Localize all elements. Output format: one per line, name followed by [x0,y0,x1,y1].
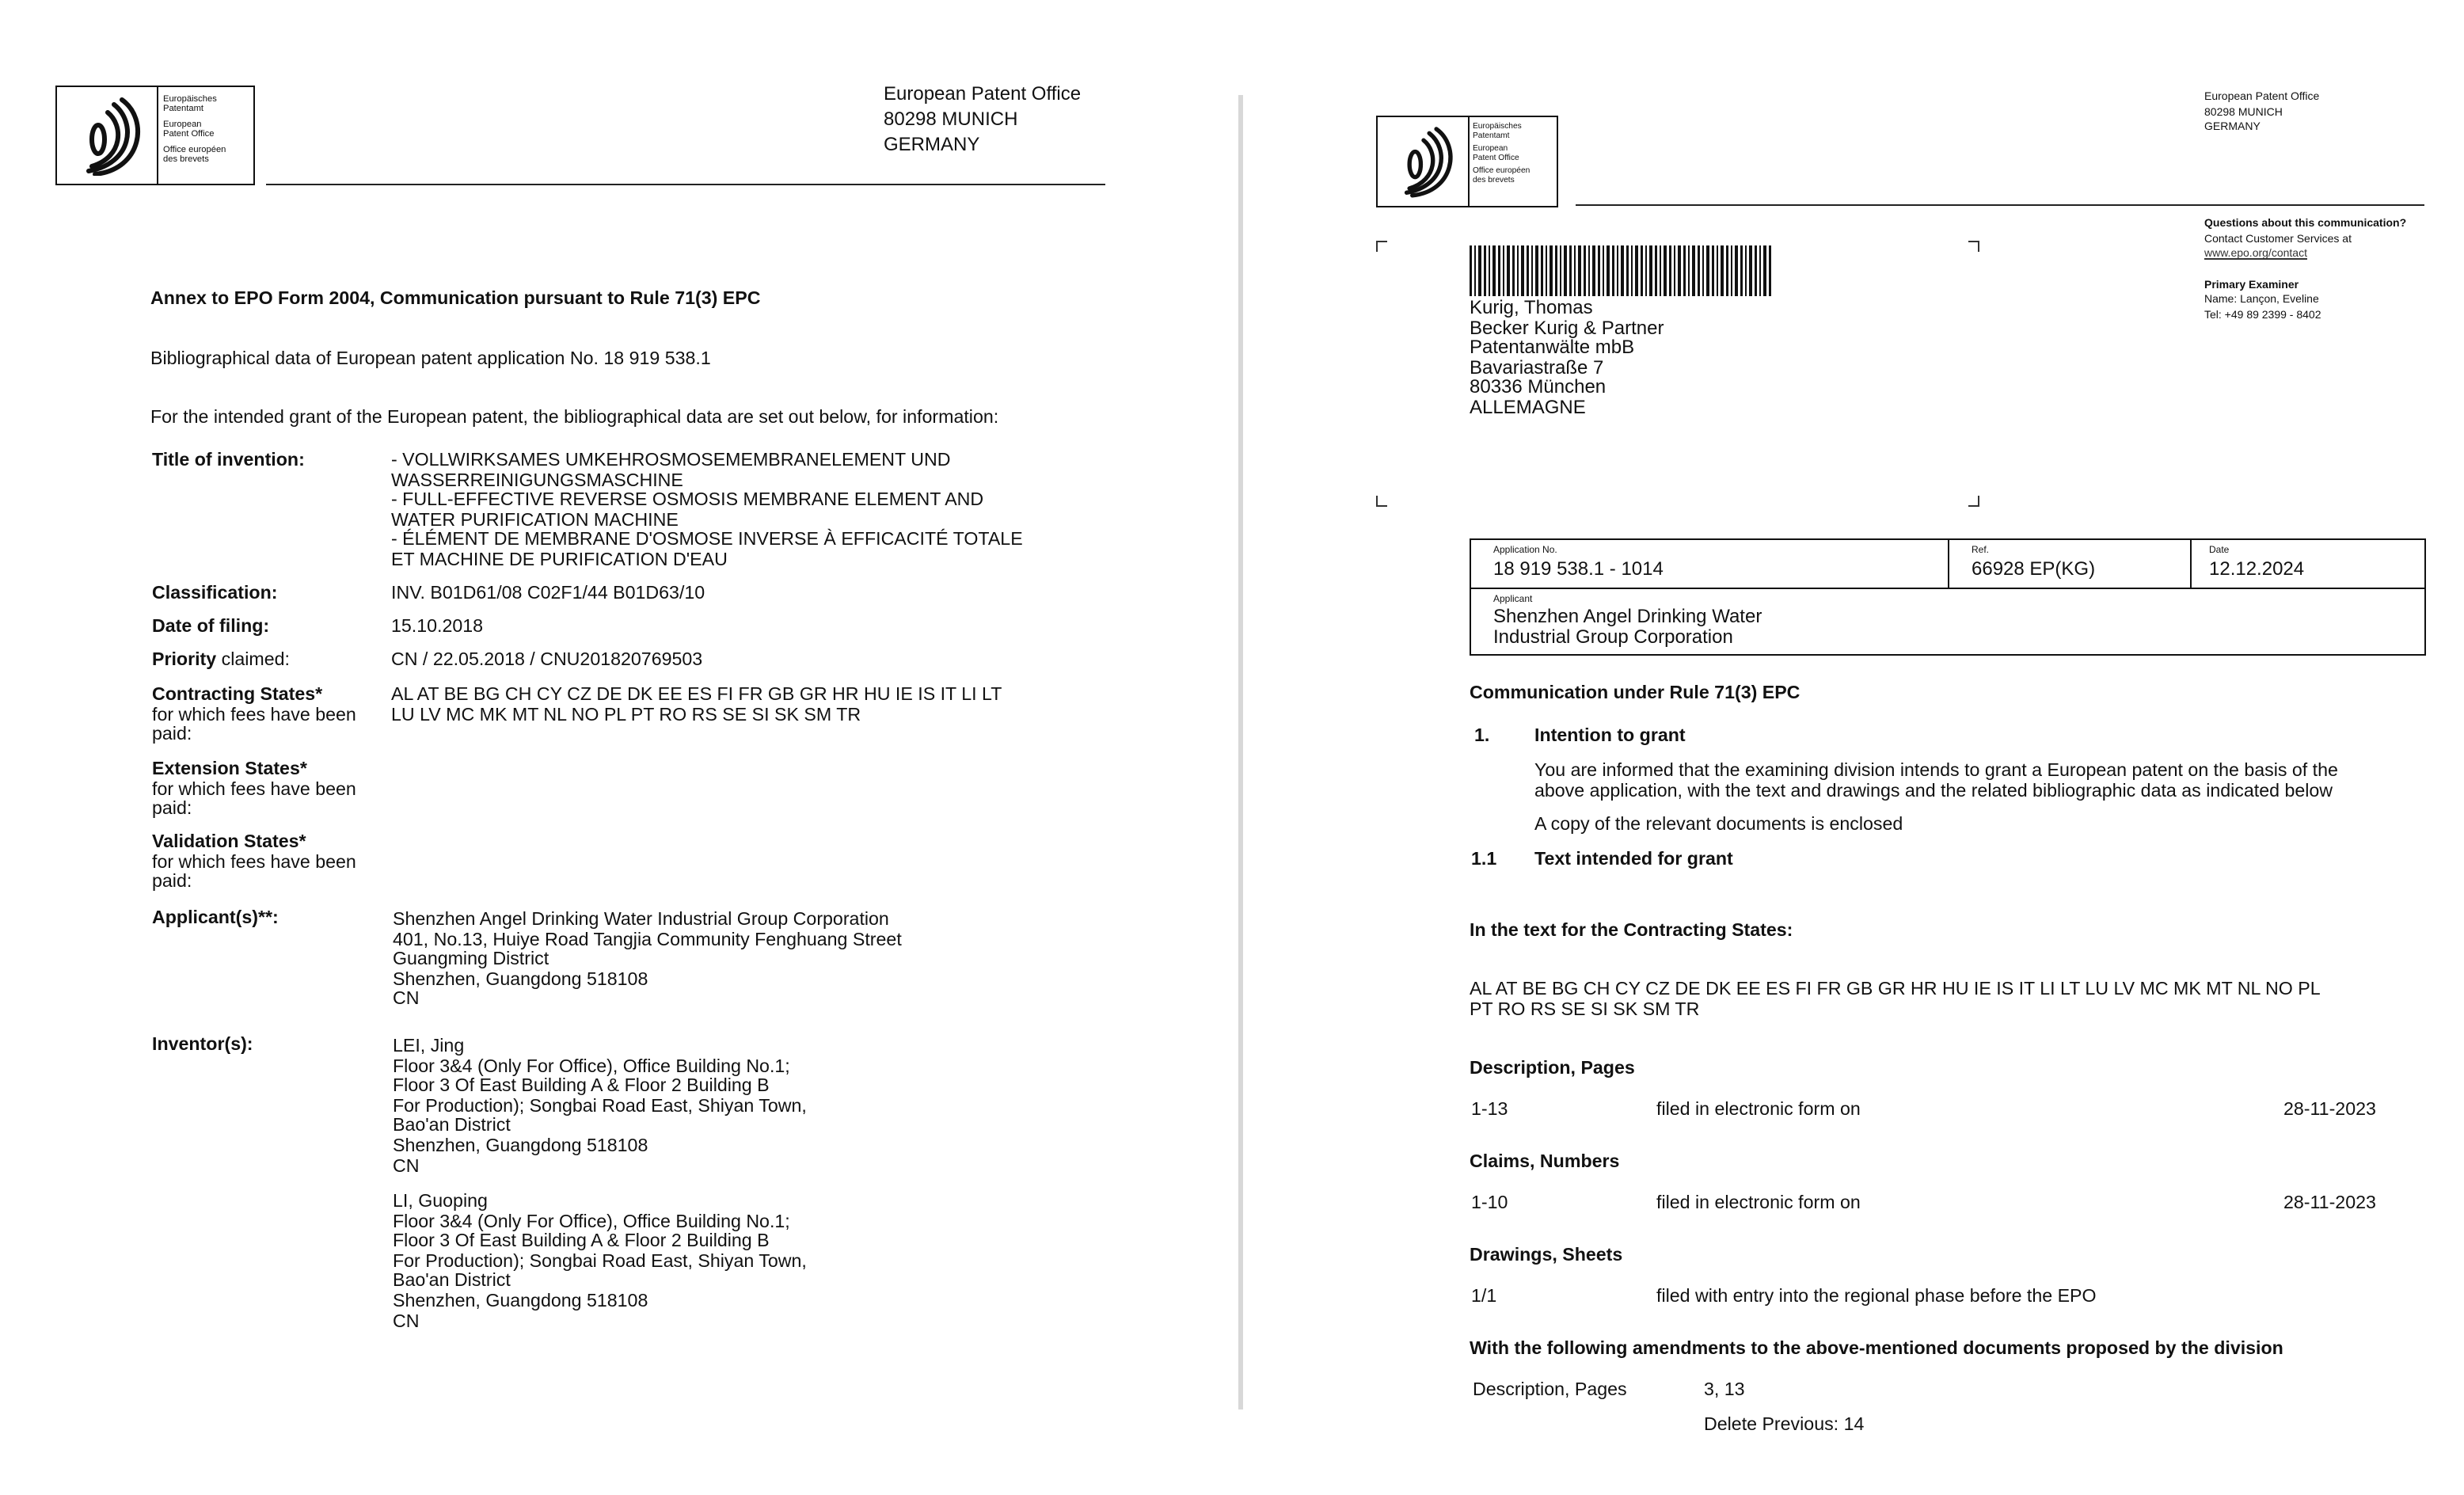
contracting-label: Contracting States* for which fees have been paid: [152,684,356,745]
logo-text: Europäisches [163,95,217,105]
communication-heading: Communication under Rule 71(3) EPC [1470,683,1800,703]
section-number: 1.1 [1471,849,1497,869]
address-line: 80298 MUNICH [884,108,1018,130]
epo-logo: Europäisches Patentamt European Patent Office Office européen des brevets [1376,116,1558,207]
logo-text: Patent Office [163,130,215,140]
epo-address: European Patent Office 80298 MUNICH GERMANY [2204,92,2320,133]
doc-range: 1-10 [1471,1193,1508,1213]
drawings-heading: Drawings, Sheets [1470,1245,1623,1265]
title-value: - VOLLWIRKSAMES UMKEHROSMOSEMEMBRANELEMENT UND WASSERREINIGUNGSMASCHINE - FULL-EFFECTIVE REVERSE OSMOSIS MEMBRANE ELEMENT AND WATER PURIFICATION MACHINE - ÉLÉMENT DE MEMBRANE D'OSMOSE INVERSE À EFFICACITÉ TOTALE ET MACHINE DE PURIFICATION D'EAU [391,450,1023,570]
epo-logo-mark-icon [1384,125,1463,198]
doc-filed: filed in electronic form on [1656,1099,1861,1120]
inventor-2: LI, Guoping Floor 3&4 (Only For Office), Office Building No.1; Floor 3 Of East Building A & Floor 2 Building B For Production); Songbai Road East, Shiyan Town, Bao'an District Shenzhen, Guangdong 518108 CN [393,1191,807,1332]
contracting-heading: In the text for the Contracting States: [1470,920,1793,941]
logo-text: Office européen [163,145,226,155]
doc-range: 1/1 [1471,1286,1497,1307]
doc-date: 28-11-2023 [2283,1099,2376,1120]
title-label: Title of invention: [152,450,305,470]
inventor-1: LEI, Jing Floor 3&4 (Only For Office), Office Building No.1; Floor 3 Of East Building A & Floor 2 Building B For Production); Songbai Road East, Shiyan Town, Bao'an District Shenzhen, Guangdong 518108 CN [393,1036,807,1177]
header-rule [266,184,1105,185]
priority-value: CN / 22.05.2018 / CNU201820769503 [391,649,703,670]
window-corner-mark [1376,496,1387,507]
section-title: Text intended for grant [1534,849,1733,869]
amend-pages: 3, 13 [1704,1379,1745,1400]
applicant-name: Shenzhen Angel Drinking Water Industrial Group Corporation [1493,605,1762,648]
section-title: Intention to grant [1534,725,1686,746]
contracting-states: AL AT BE BG CH CY CZ DE DK EE ES FI FR GB GR HR HU IE IS IT LI LT LU LV MC MK MT NL NO PL PT RO RS SE SI SK SM TR [1470,979,2321,1020]
claims-heading: Claims, Numbers [1470,1151,1620,1172]
intention-paragraph: You are informed that the examining division intends to grant a European patent on the basis of the above application, with the text and drawings and the related bibliographic data as indicated below [1534,760,2338,801]
inventor-label: Inventor(s): [152,1034,253,1055]
classification-label: Classification: [152,583,278,603]
priority-label: Priority claimed: [152,649,290,670]
doc-filed: filed in electronic form on [1656,1193,1861,1213]
applicant-label: Applicant(s)**: [152,907,279,928]
window-corner-mark [1968,241,1979,252]
header-rule [1576,204,2424,206]
epo-logo-mark-icon [63,97,152,176]
amendments-heading: With the following amendments to the above-mentioned documents proposed by the division [1470,1338,2283,1359]
copy-note: A copy of the relevant documents is enclosed [1534,814,1903,835]
validation-label: Validation States* for which fees have been paid: [152,831,356,892]
date: 12.12.2024 [2209,557,2305,580]
doc-date: 28-11-2023 [2283,1193,2376,1213]
logo-text: European [163,120,202,130]
reference: 66928 EP(KG) [1972,557,2096,580]
extension-label: Extension States* for which fees have been paid: [152,759,356,820]
applicant-value: Shenzhen Angel Drinking Water Industrial Group Corporation 401, No.13, Huiye Road Tangjia Community Fenghuang Street Guangming District Shenzhen, Guangdong 518108 CN [393,909,902,1010]
description-heading: Description, Pages [1470,1058,1635,1078]
amend-delete: Delete Previous: 14 [1704,1414,1865,1435]
contact-info: Questions about this communication? Contact Customer Services at www.epo.org/contact Primary Examiner Name: Lançon, Eveline Tel: +49 89 2399 - 8402 [2204,219,2407,321]
application-info-box: Application No. 18 919 538.1 - 1014 Ref. 66928 EP(KG) Date 12.12.2024 Applicant Shenzhen Angel Drinking Water Industrial Group Corporation [1470,538,2426,656]
filing-value: 15.10.2018 [391,616,484,637]
biblio-intro: Bibliographical data of European patent application No. 18 919 538.1 [150,348,711,369]
window-corner-mark [1376,241,1387,252]
amend-label: Description, Pages [1473,1379,1627,1400]
contracting-value: AL AT BE BG CH CY CZ DE DK EE ES FI FR GB GR HR HU IE IS IT LI LT LU LV MC MK MT NL NO PL PT RO RS SE SI SK SM TR [391,684,1002,725]
contact-link[interactable]: www.epo.org/contact [2204,249,2307,260]
grant-intro: For the intended grant of the European patent, the bibliographical data are set out below, for information: [150,407,999,428]
filing-label: Date of filing: [152,616,270,637]
address-line: GERMANY [884,133,980,155]
epo-logo [55,86,255,185]
epo-address [884,81,1081,157]
logo-text: des brevets [163,155,209,165]
classification-value: INV. B01D61/08 C02F1/44 B01D63/10 [391,583,705,603]
section-number: 1. [1474,725,1490,746]
page-divider [1238,95,1243,1409]
recipient-address: Kurig, Thomas Becker Kurig & Partner Patentanwälte mbB Bavariastraße 7 80336 München ALLEMAGNE [1470,296,1664,417]
application-number: 18 919 538.1 - 1014 [1493,557,1664,580]
window-corner-mark [1968,496,1979,507]
logo-text: Patentamt [163,105,203,115]
annex-title: Annex to EPO Form 2004, Communication pursuant to Rule 71(3) EPC [150,288,761,309]
doc-filed: filed with entry into the regional phase before the EPO [1656,1286,2097,1307]
barcode [1470,245,1774,296]
doc-range: 1-13 [1471,1099,1508,1120]
address-line: European Patent Office [884,82,1082,105]
